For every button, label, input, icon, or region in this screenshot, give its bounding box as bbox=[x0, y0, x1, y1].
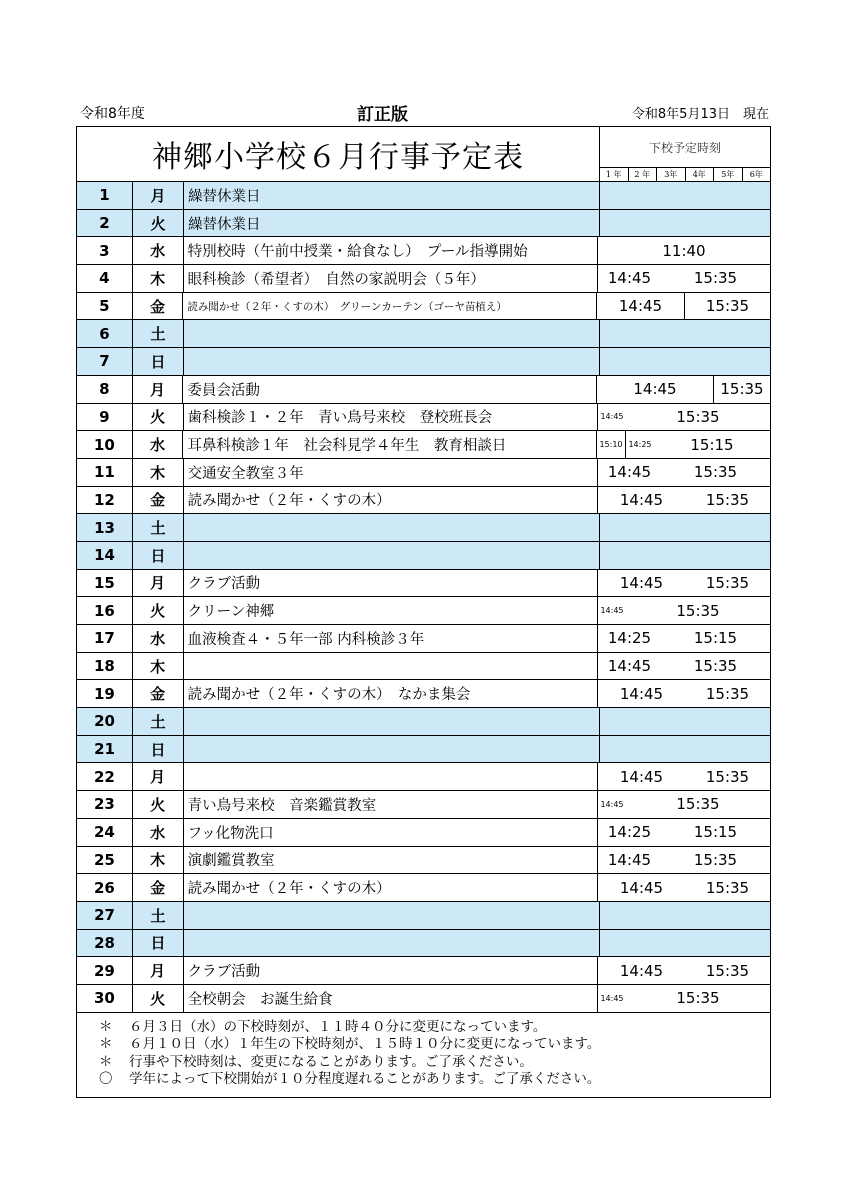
day-cell: 23 bbox=[77, 791, 133, 818]
event-cell bbox=[184, 653, 598, 680]
table-row bbox=[77, 597, 770, 625]
dismissal-time-cell bbox=[598, 763, 770, 790]
dismissal-time-cell bbox=[600, 930, 770, 957]
dismissal-time: 15:35 bbox=[684, 293, 770, 320]
event-cell: 演劇鑑賞教室 bbox=[184, 847, 598, 874]
dismissal-time: 14:45 bbox=[600, 993, 624, 1003]
weekday-cell: 土 bbox=[133, 320, 184, 347]
table-row bbox=[77, 293, 770, 321]
day-cell: 7 bbox=[77, 348, 133, 375]
day-cell: 19 bbox=[77, 680, 133, 707]
day-cell: 5 bbox=[77, 293, 133, 320]
note-line bbox=[99, 1071, 770, 1089]
event-cell: クラブ活動 bbox=[184, 570, 598, 597]
weekday-cell: 日 bbox=[133, 930, 184, 957]
weekday-cell: 木 bbox=[133, 653, 184, 680]
weekday-cell: 土 bbox=[133, 902, 184, 929]
table-row bbox=[77, 957, 770, 985]
weekday-cell: 水 bbox=[133, 819, 184, 846]
table-row bbox=[77, 625, 770, 653]
note-mark: ＊ bbox=[99, 1036, 113, 1053]
revised-label: 訂正版 bbox=[357, 105, 408, 125]
event-cell bbox=[184, 736, 600, 763]
weekday-cell: 土 bbox=[133, 708, 184, 735]
weekday-cell: 月 bbox=[133, 570, 184, 597]
event-cell bbox=[184, 708, 600, 735]
dismissal-time: 14:45 bbox=[607, 850, 652, 869]
table-row bbox=[77, 182, 770, 210]
event-cell: 眼科検診（希望者） 自然の家説明会（５年） bbox=[184, 265, 598, 292]
day-cell: 26 bbox=[77, 874, 133, 901]
note-mark: ＊ bbox=[99, 1053, 113, 1070]
event-cell bbox=[184, 930, 600, 957]
day-cell: 14 bbox=[77, 542, 133, 569]
table-row bbox=[77, 431, 770, 459]
event-cell: 全校朝会 お誕生給食 bbox=[184, 985, 598, 1012]
as-of-date: 令和8年5月13日 現在 bbox=[631, 107, 769, 122]
weekday-cell: 水 bbox=[133, 237, 184, 264]
dismissal-time: 14:45 bbox=[619, 490, 664, 509]
day-cell: 8 bbox=[77, 376, 133, 403]
grade-label: 3年 bbox=[656, 167, 685, 181]
dismissal-time: 14:45 bbox=[619, 573, 664, 592]
dismissal-time: 15:35 bbox=[693, 850, 738, 869]
dismissal-time-cell bbox=[598, 570, 770, 597]
table-row bbox=[77, 542, 770, 570]
weekday-cell: 火 bbox=[133, 791, 184, 818]
note-line bbox=[99, 1019, 770, 1037]
dismissal-time-cell bbox=[600, 542, 770, 569]
table-row bbox=[77, 819, 770, 847]
event-cell: 青い鳥号来校 音楽鑑賞教室 bbox=[184, 791, 598, 818]
weekday-cell: 金 bbox=[133, 487, 184, 514]
day-cell: 9 bbox=[77, 404, 133, 431]
day-cell: 2 bbox=[77, 210, 133, 237]
event-cell bbox=[184, 348, 600, 375]
grade-label: 1 年 bbox=[600, 167, 628, 181]
dismissal-time: 14:45 bbox=[600, 412, 624, 422]
event-cell: フッ化物洗口 bbox=[184, 819, 598, 846]
dismissal-time: 14:45 bbox=[607, 269, 652, 288]
table-header bbox=[77, 127, 770, 182]
schedule-table bbox=[76, 126, 771, 1098]
grade-label: 5年 bbox=[713, 167, 742, 181]
page-title: 神郷小学校６月行事予定表 bbox=[77, 127, 600, 181]
table-row bbox=[77, 265, 770, 293]
day-cell: 6 bbox=[77, 320, 133, 347]
dismissal-time: 15:15 bbox=[693, 823, 738, 842]
table-row bbox=[77, 487, 770, 515]
day-cell: 17 bbox=[77, 625, 133, 652]
weekday-cell: 月 bbox=[133, 763, 184, 790]
day-cell: 29 bbox=[77, 957, 133, 984]
event-cell: 読み聞かせ（２年・くすの木） bbox=[184, 487, 598, 514]
dismissal-time: 15:35 bbox=[705, 490, 750, 509]
note-text: ６月１０日（水）１年生の下校時刻が、１５時１０分に変更になっています。 bbox=[129, 1036, 601, 1053]
table-row bbox=[77, 847, 770, 875]
table-row bbox=[77, 376, 770, 404]
event-cell bbox=[184, 320, 600, 347]
dismissal-time-cell bbox=[598, 791, 770, 818]
table-row bbox=[77, 653, 770, 681]
dismissal-time: 14:45 bbox=[619, 767, 664, 786]
dismissal-header bbox=[600, 127, 770, 181]
day-cell: 21 bbox=[77, 736, 133, 763]
weekday-cell: 日 bbox=[133, 736, 184, 763]
table-row bbox=[77, 570, 770, 598]
event-cell: 繰替休業日 bbox=[184, 210, 600, 237]
table-row bbox=[77, 930, 770, 958]
dismissal-time: 14:45 bbox=[633, 380, 677, 399]
dismissal-time-cell bbox=[598, 819, 770, 846]
day-cell: 18 bbox=[77, 653, 133, 680]
dismissal-time-cell bbox=[600, 182, 770, 209]
weekday-cell: 日 bbox=[133, 348, 184, 375]
day-cell: 16 bbox=[77, 597, 133, 624]
weekday-cell: 火 bbox=[133, 985, 184, 1012]
dismissal-time: 15:35 bbox=[705, 573, 750, 592]
event-cell: 繰替休業日 bbox=[184, 182, 600, 209]
dismissal-time-cell bbox=[598, 653, 770, 680]
dismissal-time: 15:35 bbox=[676, 601, 720, 620]
dismissal-time-cell bbox=[598, 404, 770, 431]
dismissal-time: 14:25 bbox=[625, 431, 654, 458]
weekday-cell: 金 bbox=[133, 680, 184, 707]
dismissal-time-cell bbox=[598, 625, 770, 652]
grade-label: 6年 bbox=[742, 167, 771, 181]
weekday-cell: 土 bbox=[133, 514, 184, 541]
note-line bbox=[99, 1054, 770, 1072]
day-cell: 20 bbox=[77, 708, 133, 735]
dismissal-time-cell bbox=[597, 293, 770, 320]
event-cell: 特別校時（午前中授業・給食なし） プール指導開始 bbox=[184, 237, 598, 264]
dismissal-time: 14:25 bbox=[607, 823, 652, 842]
dismissal-time: 14:45 bbox=[619, 961, 664, 980]
weekday-cell: 金 bbox=[133, 874, 184, 901]
dismissal-time-cell bbox=[600, 210, 770, 237]
day-cell: 12 bbox=[77, 487, 133, 514]
dismissal-time: 11:40 bbox=[662, 241, 706, 260]
table-row bbox=[77, 736, 770, 764]
weekday-cell: 水 bbox=[133, 431, 184, 458]
event-cell: クリーン神郷 bbox=[184, 597, 598, 624]
event-cell bbox=[184, 763, 598, 790]
weekday-cell: 日 bbox=[133, 542, 184, 569]
weekday-cell: 水 bbox=[133, 625, 184, 652]
dismissal-time-cell bbox=[598, 680, 770, 707]
grade-label: 2 年 bbox=[628, 167, 657, 181]
weekday-cell: 火 bbox=[133, 597, 184, 624]
dismissal-time-cell bbox=[600, 320, 770, 347]
grade-label: 4年 bbox=[685, 167, 714, 181]
table-row bbox=[77, 348, 770, 376]
event-cell bbox=[184, 542, 600, 569]
dismissal-time-cell bbox=[598, 847, 770, 874]
dismissal-time: 14:45 bbox=[607, 657, 652, 676]
event-cell: 委員会活動 bbox=[183, 376, 597, 403]
note-mark: ＊ bbox=[99, 1018, 113, 1035]
dismissal-time: 15:15 bbox=[690, 435, 734, 454]
dismissal-time: 14:25 bbox=[607, 629, 652, 648]
weekday-cell: 火 bbox=[133, 210, 184, 237]
table-row bbox=[77, 237, 770, 265]
dismissal-time: 15:10 bbox=[599, 440, 623, 450]
event-cell bbox=[184, 514, 600, 541]
schedule-rows bbox=[77, 182, 770, 1013]
table-row bbox=[77, 763, 770, 791]
weekday-cell: 木 bbox=[133, 265, 184, 292]
dismissal-time-cell bbox=[600, 348, 770, 375]
weekday-cell: 火 bbox=[133, 404, 184, 431]
dismissal-time: 14:45 bbox=[619, 684, 664, 703]
dismissal-time-cell bbox=[598, 597, 770, 624]
event-cell bbox=[184, 902, 600, 929]
note-mark: 〇 bbox=[99, 1071, 113, 1088]
dismissal-time: 15:35 bbox=[705, 767, 750, 786]
dismissal-time-cell bbox=[598, 487, 770, 514]
day-cell: 24 bbox=[77, 819, 133, 846]
table-row bbox=[77, 680, 770, 708]
notes-section bbox=[77, 1013, 770, 1097]
weekday-cell: 木 bbox=[133, 459, 184, 486]
dismissal-time-cell bbox=[598, 874, 770, 901]
event-cell: 血液検査４・５年一部 内科検診３年 bbox=[184, 625, 598, 652]
table-row bbox=[77, 320, 770, 348]
grade-columns bbox=[600, 167, 770, 181]
day-cell: 4 bbox=[77, 265, 133, 292]
dismissal-time-cell bbox=[598, 459, 770, 486]
table-row bbox=[77, 902, 770, 930]
table-row bbox=[77, 404, 770, 432]
dismissal-time: 15:35 bbox=[676, 795, 720, 814]
note-text: ６月３日（水）の下校時刻が、１１時４０分に変更になっています。 bbox=[129, 1018, 547, 1035]
dismissal-time: 14:45 bbox=[619, 878, 664, 897]
day-cell: 30 bbox=[77, 985, 133, 1012]
table-row bbox=[77, 985, 770, 1013]
weekday-cell: 月 bbox=[133, 182, 184, 209]
day-cell: 11 bbox=[77, 459, 133, 486]
dismissal-time: 14:45 bbox=[600, 799, 624, 809]
table-row bbox=[77, 210, 770, 238]
dismissal-time-cell bbox=[600, 902, 770, 929]
dismissal-time: 15:35 bbox=[676, 989, 720, 1008]
event-cell: 交通安全教室３年 bbox=[184, 459, 598, 486]
table-row bbox=[77, 874, 770, 902]
dismissal-time-cell bbox=[598, 265, 770, 292]
dismissal-time-cell bbox=[598, 985, 770, 1012]
note-line bbox=[99, 1036, 770, 1054]
event-cell: 読み聞かせ（２年・くすの木） なかま集会 bbox=[184, 680, 598, 707]
table-row bbox=[77, 459, 770, 487]
weekday-cell: 月 bbox=[133, 957, 184, 984]
dismissal-time: 15:35 bbox=[705, 684, 750, 703]
event-cell: 読み聞かせ（２年・くすの木） グリーンカーテン（ゴーヤ苗植え） bbox=[183, 293, 597, 320]
dismissal-time: 15:35 bbox=[693, 463, 738, 482]
dismissal-time: 15:35 bbox=[693, 269, 738, 288]
weekday-cell: 金 bbox=[133, 293, 184, 320]
dismissal-time: 14:45 bbox=[607, 463, 652, 482]
event-cell: 歯科検診１・２年 青い鳥号来校 登校班長会 bbox=[184, 404, 598, 431]
dismissal-time: 15:35 bbox=[676, 407, 720, 426]
table-row bbox=[77, 791, 770, 819]
day-cell: 22 bbox=[77, 763, 133, 790]
day-cell: 1 bbox=[77, 182, 133, 209]
day-cell: 28 bbox=[77, 930, 133, 957]
table-row bbox=[77, 708, 770, 736]
dismissal-time-cell bbox=[597, 376, 770, 403]
dismissal-label: 下校予定時刻 bbox=[648, 140, 721, 155]
dismissal-time: 15:35 bbox=[713, 376, 770, 403]
day-cell: 27 bbox=[77, 902, 133, 929]
dismissal-time: 15:35 bbox=[705, 961, 750, 980]
dismissal-time-cell bbox=[600, 708, 770, 735]
table-row bbox=[77, 514, 770, 542]
note-text: 行事や下校時刻は、変更になることがあります。ご了承ください。 bbox=[129, 1053, 533, 1070]
dismissal-time: 15:15 bbox=[693, 629, 738, 648]
day-cell: 13 bbox=[77, 514, 133, 541]
weekday-cell: 月 bbox=[133, 376, 184, 403]
dismissal-time-cell bbox=[598, 957, 770, 984]
day-cell: 3 bbox=[77, 237, 133, 264]
dismissal-time: 15:35 bbox=[705, 878, 750, 897]
weekday-cell: 木 bbox=[133, 847, 184, 874]
dismissal-time: 15:35 bbox=[693, 657, 738, 676]
dismissal-time-cell bbox=[600, 514, 770, 541]
event-cell: 読み聞かせ（２年・くすの木） bbox=[184, 874, 598, 901]
dismissal-time: 14:45 bbox=[618, 297, 663, 316]
note-text: 学年によって下校開始が１０分程度遅れることがあります。ご了承ください。 bbox=[129, 1071, 601, 1088]
event-cell: 耳鼻科検診１年 社会科見学４年生 教育相談日 bbox=[183, 431, 597, 458]
dismissal-time-cell bbox=[598, 237, 770, 264]
day-cell: 15 bbox=[77, 570, 133, 597]
dismissal-time-cell bbox=[600, 736, 770, 763]
dismissal-time: 14:45 bbox=[600, 606, 624, 616]
dismissal-time-cell bbox=[597, 431, 770, 458]
day-cell: 10 bbox=[77, 431, 133, 458]
event-cell: クラブ活動 bbox=[184, 957, 598, 984]
day-cell: 25 bbox=[77, 847, 133, 874]
fiscal-year-label: 令和8年度 bbox=[80, 106, 145, 122]
